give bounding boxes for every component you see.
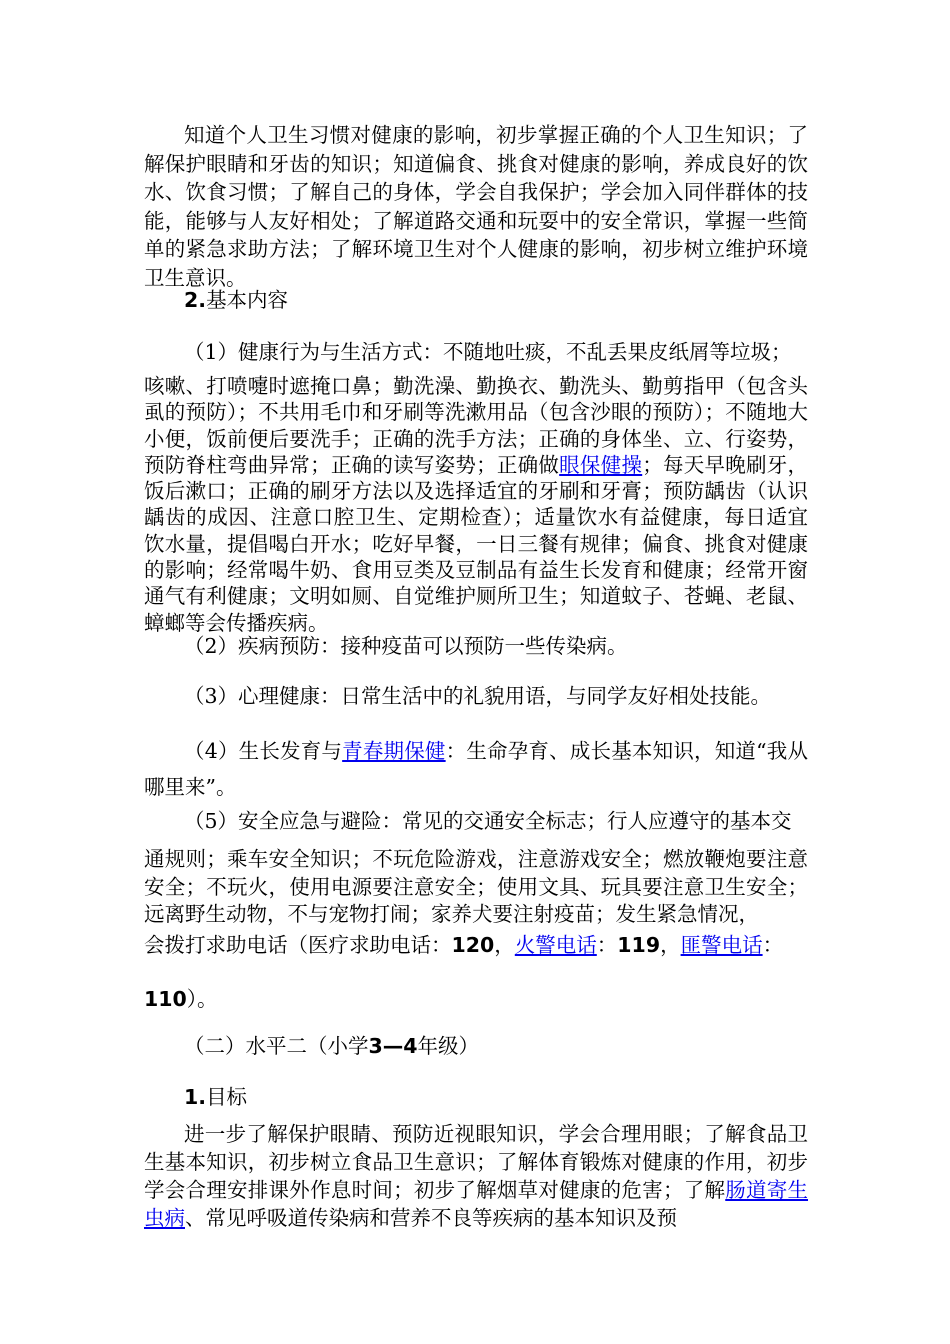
goal-paragraph (144, 1120, 808, 1232)
police-phone-link[interactable]: 匪警电话 (680, 933, 763, 957)
separator: ， (660, 933, 681, 957)
separator: ， (494, 933, 515, 957)
heading-goal (144, 1083, 808, 1111)
item5-end-line (144, 984, 808, 1014)
item1-text-a: 咳嗽、打喷嚏时遮掩口鼻；勤洗澡、勤换衣、勤洗头、勤剪指甲（包含头虱的预防）；不共用毛巾和牙刷等洗漱用品（包含沙眼的预防）；不随地大小便，饭前便后要洗手；正确的洗手方法；正确的身体坐、立、行姿势，预防脊柱弯曲异常；正确的读写姿势；正确做 (144, 374, 808, 477)
item2-text: （2）疾病预防：接种疫苗可以预防一些传染病。 (184, 634, 628, 658)
fire-phone-number: 119 (617, 933, 661, 957)
eye-exercise-link[interactable]: 眼保健操 (559, 452, 643, 477)
item4-text-a: （4）生长发育与 (184, 739, 343, 763)
item1-heading-text: （1）健康行为与生活方式：不随地吐痰，不乱丢果皮纸屑等垃圾； (184, 340, 792, 364)
heading-number: 1. (184, 1085, 207, 1109)
goal-text-b: 、常见呼吸道传染病和营养不良等疾病的基本知识及预 (185, 1206, 677, 1230)
item1-body (144, 373, 808, 636)
intestinal-parasite-link[interactable]: 肠道寄生虫病 (144, 1178, 809, 1230)
heading-text: 目标 (206, 1085, 248, 1109)
item5-text-b: 会拨打求助电话（医疗求助电话： (144, 933, 452, 957)
intro-paragraph (144, 121, 808, 292)
heading-text: 基本内容 (206, 288, 289, 312)
item1-heading (144, 338, 808, 366)
level2-text-a: （二）水平二（小学 (184, 1034, 369, 1058)
item5-heading-text: （5）安全应急与避险：常见的交通安全标志；行人应遵守的基本交 (184, 809, 792, 833)
separator: ： (762, 933, 784, 957)
item5-phone-line (144, 930, 808, 960)
fire-phone-link[interactable]: 火警电话 (514, 933, 597, 957)
goal-text-a: 进一步了解保护眼睛、预防近视眼知识，学会合理用眼；了解食品卫生基本知识，初步树立食品卫生意识；了解体育锻炼对健康的作用，初步学会合理安排课外作息时间；初步了解烟草对健康的危害；了解 (144, 1122, 808, 1202)
level2-text-c: 年级） (417, 1034, 480, 1058)
item3-text: （3）心理健康：日常生活中的礼貌用语，与同学友好相处技能。 (184, 684, 772, 708)
heading-number: 2. (184, 288, 207, 312)
item4-text-b: ：生命孕育、成长基本知识，知道“我从哪里来”。 (144, 739, 809, 799)
heading-basic-content (144, 286, 808, 314)
item5-heading (144, 807, 808, 835)
level2-heading (144, 1032, 808, 1060)
item2-paragraph (144, 632, 808, 660)
item1-text-b: ；每天早晚刷牙，饭后漱口；正确的刷牙方法以及选择适宜的牙刷和牙膏；预防龋齿（认识龋齿的成因、注意口腔卫生、定期检查）；适量饮水有益健康，每日适宜饮水量，提倡喝白开水；吃好早餐，一日三餐有规律；偏食、挑食对健康的影响；经常喝牛奶、食用豆类及豆制品有益生长发育和健康；经常开窗通气有利健康；文明如厕、自觉维护厕所卫生；知道蚊子、苍蝇、老鼠、蟑螂等会传播疾病。 (144, 452, 809, 635)
police-phone-number: 110 (144, 987, 187, 1011)
item5-body (144, 846, 808, 929)
intro-text: 知道个人卫生习惯对健康的影响，初步掌握正确的个人卫生知识；了解保护眼睛和牙齿的知识；知道偏食、挑食对健康的影响，养成良好的饮水、饮食习惯；了解自己的身体，学会自我保护；学会加入同伴群体的技能，能够与人友好相处；了解道路交通和玩耍中的安全常识，掌握一些简单的紧急求助方法；了解环境卫生对个人健康的影响，初步树立维护环境卫生意识。 (144, 123, 808, 290)
item3-paragraph (144, 682, 808, 710)
separator: ： (596, 933, 618, 957)
level2-grade-range: 3—4 (368, 1034, 418, 1058)
adolescent-health-link[interactable]: 青春期保健 (342, 739, 446, 763)
medical-phone-number: 120 (451, 933, 495, 957)
item5-text-end: ）。 (186, 987, 218, 1011)
item5-text-a: 通规则；乘车安全知识；不玩危险游戏，注意游戏安全；燃放鞭炮要注意安全；不玩火，使用电源要注意安全；使用文具、玩具要注意卫生安全；远离野生动物，不与宠物打闹；家养犬要注射疫苗；发生紧急情况， (144, 847, 808, 926)
item4-paragraph (144, 733, 808, 805)
